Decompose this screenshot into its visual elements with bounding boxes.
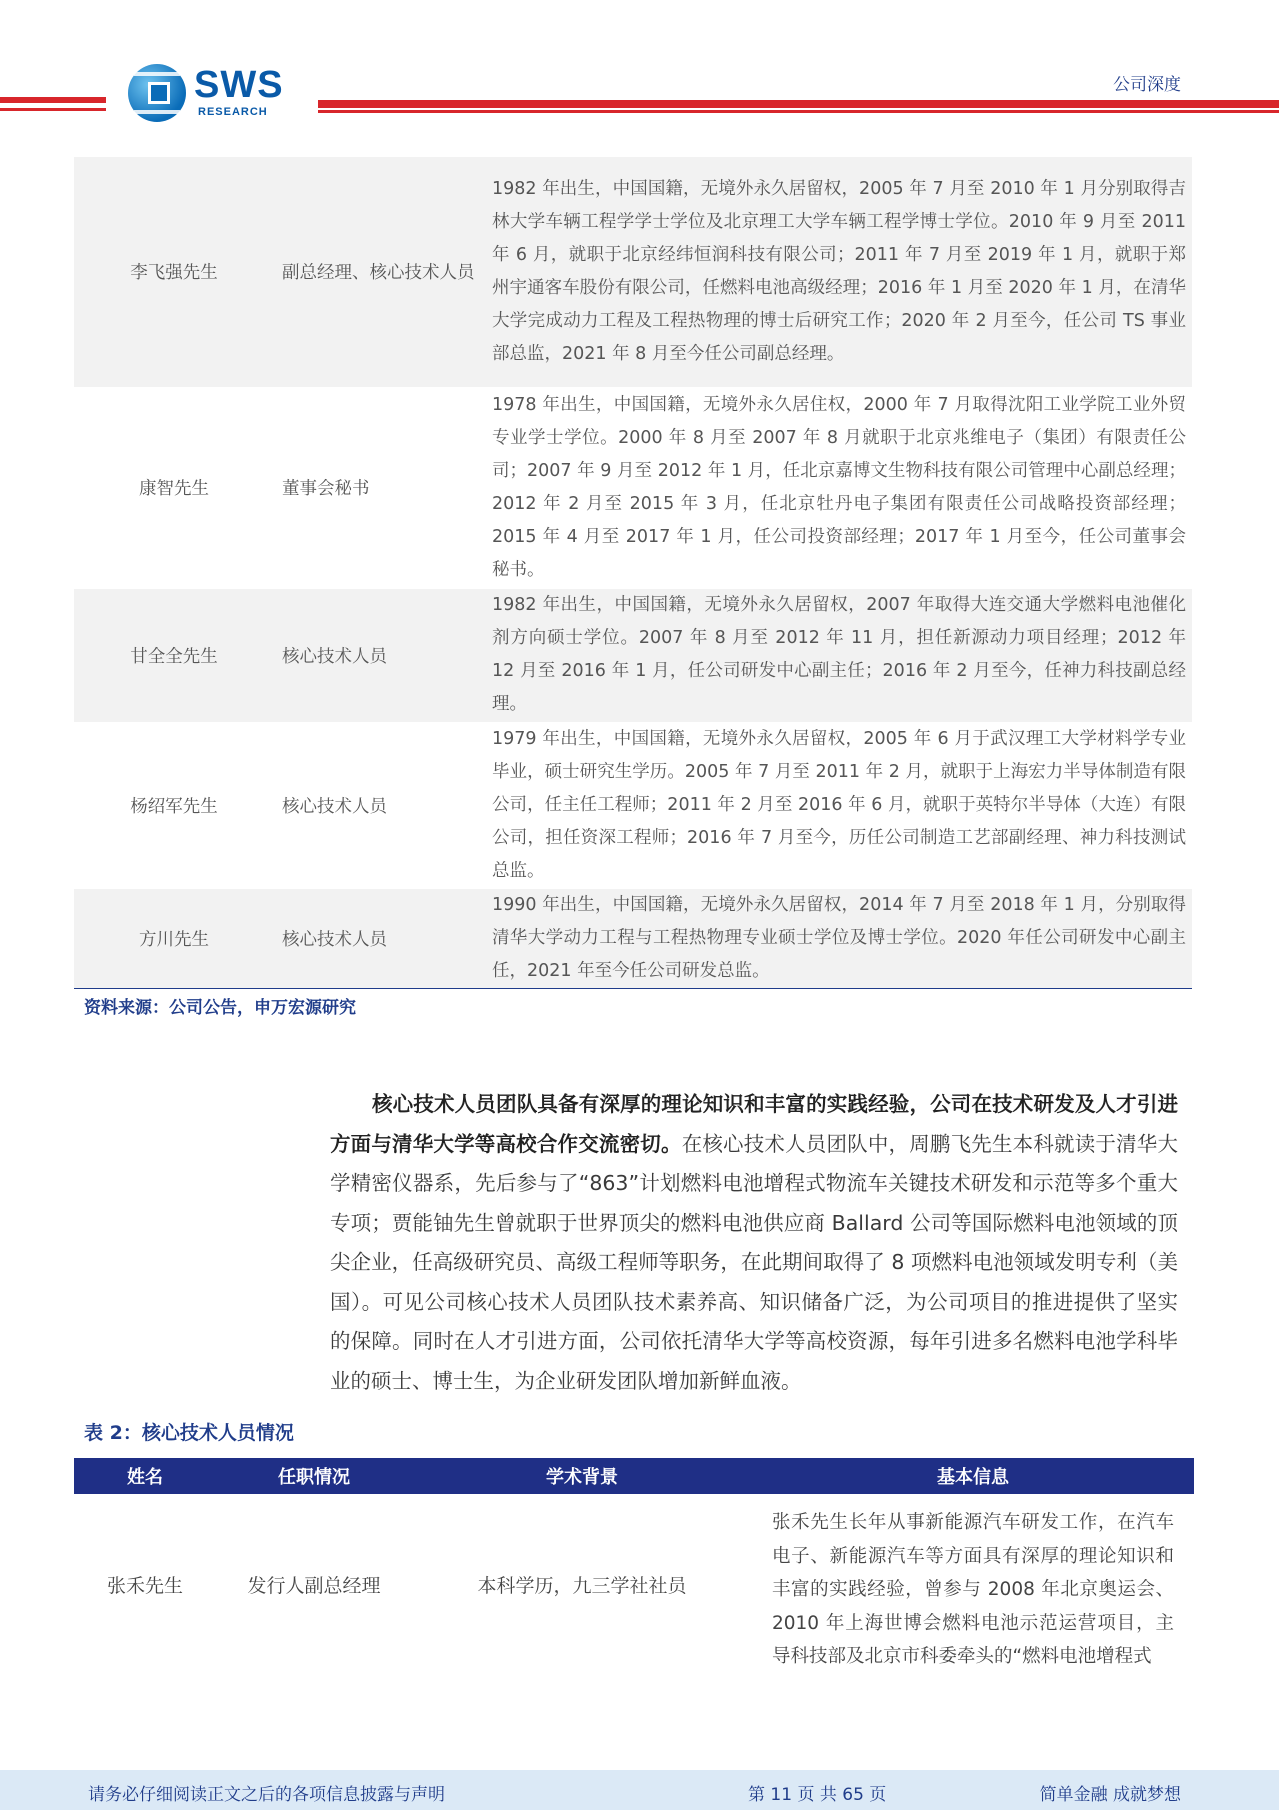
person-position: 董事会秘书 — [282, 479, 370, 499]
table-row — [74, 387, 1192, 588]
person-position: 核心技术人员 — [274, 888, 482, 988]
sws-logo — [128, 64, 318, 122]
person-name: 甘全全先生 — [74, 588, 274, 722]
column-header: 姓名 — [74, 1458, 216, 1494]
header-rule — [318, 110, 1279, 113]
person-info: 1979 年出生，中国国籍，无境外永久居留权，2005 年 6 月于武汉理工大学材料学专业毕业，硕士研究生学历。2005 年 7 月至 2011 年 2 月，就职于上海宏力半导体制造有限公司，任主任工程师；2011 年 2 月至 2016 年 6 月，就职于英特尔半导体（大连）有限公司，担任资深工程师；2016 年 7 月至今，历任公司制造工艺部副经理、神力科技测试总监。 — [492, 728, 1186, 881]
logo-subtext: RESEARCH — [198, 106, 268, 118]
person-info: 1978 年出生，中国国籍，无境外永久居住权，2000 年 7 月取得沈阳工业学院工业外贸专业学士学位。2000 年 8 月至 2007 年 8 月就职于北京兆维电子（集团）有限责任公司；2007 年 9 月至 2012 年 1 月，任北京嘉博文生物科技有限公司管理中心副总经理；2012 年 2 月至 2015 年 3 月，任北京牡丹电子集团有限责任公司战略投资部经理；2015 年 4 月至 2017 年 1 月，任公司投资部经理；2017 年 1 月至今，任公司董事会秘书。 — [492, 394, 1186, 580]
paragraph-text: 在核心技术人员团队中，周鹏飞先生本科就读于清华大学精密仪器系，先后参与了“863”计划燃料电池增程式物流车关键技术研发和示范等多个重大专项；贾能铀先生曾就职于世界顶尖的燃料电池供应商 Ballard 公司等国际燃料电池领域的顶尖企业，任高级研究员、高级工程师等职务，在此期间取得了 8 项燃料电池领域发明专利（美国）。可见公司核心技术人员团队技术素养高、知识储备广泛，为公司项目的推进提供了坚实的保障。同时在人才引进方面，公司依托清华大学等高校资源，每年引进多名燃料电池学科毕业的硕士、博士生，为企业研发团队增加新鲜血液。 — [330, 1131, 1178, 1393]
person-position: 发行人副总经理 — [247, 1574, 381, 1597]
person-name: 李飞强先生 — [74, 157, 274, 387]
academic-background: 本科学历，九三学社社员 — [477, 1574, 687, 1597]
sws-logo-icon — [128, 64, 186, 122]
column-header: 学术背景 — [412, 1458, 752, 1494]
table-source: 资料来源：公司公告，申万宏源研究 — [84, 998, 356, 1018]
column-header: 任职情况 — [216, 1458, 412, 1494]
person-info: 1990 年出生，中国国籍，无境外永久居留权，2014 年 7 月至 2018 年 1 月，分别取得清华大学动力工程与工程热物理专业硕士学位及博士学位。2020 年任公司研发中心副主任，2021 年至今任公司研发总监。 — [482, 888, 1192, 988]
header-rule — [0, 97, 106, 103]
person-name: 张禾先生 — [106, 1574, 183, 1597]
footer-slogan: 简单金融 成就梦想 — [1039, 1785, 1181, 1805]
table-row — [74, 588, 1192, 722]
table-row — [74, 157, 1192, 387]
column-header: 基本信息 — [752, 1458, 1194, 1494]
logo-text: SWS — [194, 64, 284, 106]
person-info: 1982 年出生，中国国籍，无境外永久居留权，2007 年取得大连交通大学燃料电池催化剂方向硕士学位。2007 年 8 月至 2012 年 11 月，担任新源动力项目经理；2012 年 12 月至 2016 年 1 月，任公司研发中心副主任；2016 年 2 月至今，任神力科技副总经理。 — [482, 588, 1192, 722]
page-number: 第 11 页 共 65 页 — [748, 1785, 887, 1805]
table-row — [74, 888, 1192, 988]
paragraph-lead: 核心技术人员团队具备有深厚的理论知识和丰富的实践经验，公司在技术研发及人才引进方面与清华大学等高校合作交流密切。 — [330, 1092, 1178, 1156]
body-paragraph — [330, 1085, 1178, 1401]
table-header-row — [74, 1458, 1194, 1494]
page-footer — [0, 1770, 1279, 1810]
core-tech-table — [74, 1458, 1194, 1674]
person-name: 方川先生 — [74, 888, 274, 988]
table-row — [74, 1494, 1194, 1674]
person-name: 康智先生 — [139, 479, 209, 499]
person-info: 1982 年出生，中国国籍，无境外永久居留权，2005 年 7 月至 2010 年 1 月分别取得吉林大学车辆工程学学士学位及北京理工大学车辆工程学博士学位。2010 年 9 月至 2011 年 6 月，就职于北京经纬恒润科技有限公司；2011 年 7 月至 2019 年 1 月，就职于郑州宇通客车股份有限公司，任燃料电池高级经理；2016 年 1 月至 2020 年 1 月，在清华大学完成动力工程及工程热物理的博士后研究工作；2020 年 2 月至今，任公司 TS 事业部总监，2021 年 8 月至今任公司副总经理。 — [482, 157, 1192, 387]
header-rule — [0, 108, 106, 111]
table-row — [74, 722, 1192, 888]
person-name: 杨绍军先生 — [130, 796, 218, 817]
management-table — [74, 157, 1192, 989]
person-position: 副总经理、核心技术人员 — [274, 157, 482, 387]
person-position: 核心技术人员 — [274, 588, 482, 722]
header-rule — [318, 100, 1279, 108]
person-info: 张禾先生长年从事新能源汽车研发工作，在汽车电子、新能源汽车等方面具有深厚的理论知识和丰富的实践经验，曾参与 2008 年北京奥运会、2010 年上海世博会燃料电池示范运营项目，主导科技部及北京市科委牵头的“燃料电池增程式 — [772, 1512, 1174, 1668]
table-title: 表 2：核心技术人员情况 — [84, 1422, 294, 1444]
footer-disclaimer: 请务必仔细阅读正文之后的各项信息披露与声明 — [88, 1785, 445, 1805]
person-position: 核心技术人员 — [282, 796, 387, 817]
page-header — [0, 0, 1279, 135]
section-tag: 公司深度 — [1113, 75, 1181, 95]
